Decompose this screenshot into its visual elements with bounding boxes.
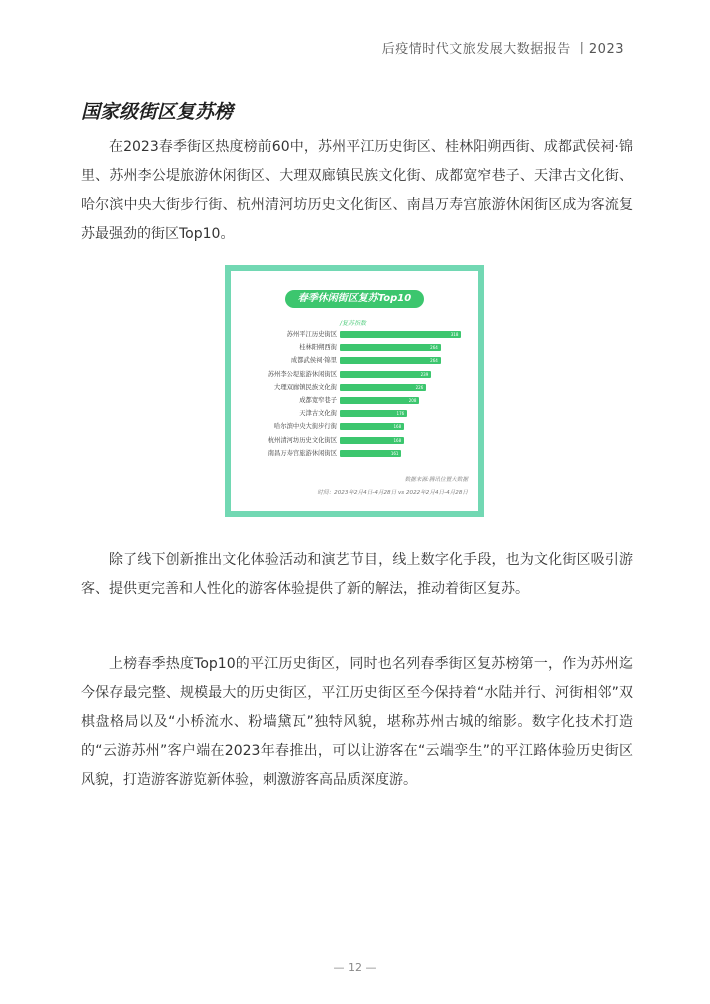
chart-value-label: /复苏指数: [340, 320, 367, 327]
chart-row: [231, 330, 478, 340]
bar-value: 176: [396, 411, 405, 417]
bar: [340, 437, 404, 444]
bar: [340, 384, 426, 391]
chart-row: [231, 422, 478, 432]
bar-value: 226: [415, 384, 424, 390]
chart-frame: [225, 265, 484, 517]
bar-label: 桂林阳朔西街: [299, 344, 337, 352]
bar-label: 南昌万寿宫旅游休闲街区: [267, 449, 337, 457]
chart-row: [231, 449, 478, 459]
chart-timeline: 时间：2023年2月4日-4月28日 vs 2022年2月4日-4月28日: [317, 490, 468, 496]
chart-card: [231, 271, 478, 511]
section-title: 国家级街区复苏榜: [81, 101, 234, 123]
paragraph-digital: 除了线下创新推出文化体验活动和演艺节目，线上数字化手段，也为文化街区吸引游客、提供更完善和人性化的游客体验提供了新的解法，推动着街区复苏。: [81, 552, 633, 597]
bar-label: 大理双廊镇民族文化街: [274, 383, 337, 391]
bar: [340, 344, 441, 351]
chart-row: [231, 370, 478, 380]
bar: [340, 397, 419, 404]
paragraph-pingjiang: 上榜春季热度Top10的平江历史街区，同时也名列春季街区复苏榜第一，作为苏州迄今保存最完整、规模最大的历史街区，平江历史街区至今保持着“水陆并行、河街相邻”双棋盘格局以及“小桥流水、粉墙黛瓦”独特风貌，堪称苏州古城的缩影。数字化技术打造的“云游苏州”客户端在2023年春推出，可以让游客在“云端孪生”的平江路体验历史街区风貌，打造游客游览新体验，刺激游客高品质深度游。: [81, 656, 633, 788]
bar: [340, 450, 401, 457]
chart-title: 春季休闲街区复苏Top10: [285, 290, 424, 308]
chart-row: [231, 356, 478, 366]
chart-source: 数据来源:腾讯位置大数据: [404, 477, 468, 483]
chart-row: [231, 409, 478, 419]
bar-label: 哈尔滨中央大街步行街: [274, 423, 337, 431]
bar-label: 成都武侯祠·锦里: [290, 357, 337, 365]
bar-value: 318: [450, 332, 459, 337]
bar-label: 杭州清河坊历史文化街区: [267, 436, 337, 444]
page-number: — 12 —: [333, 961, 377, 974]
bar: [340, 357, 441, 364]
report-header: 后疫情时代文旅发展大数据报告 丨2023: [381, 42, 624, 57]
chart-row: [231, 383, 478, 393]
bar-value: 239: [420, 371, 429, 377]
bar-value: 168: [393, 424, 402, 430]
chart-row: [231, 396, 478, 406]
bar-value: 161: [390, 450, 399, 456]
bar-label: 苏州平江历史街区: [286, 331, 337, 338]
bar: [340, 331, 461, 338]
bar: [340, 410, 407, 417]
bar-label: 苏州李公堤旅游休闲街区: [267, 370, 337, 378]
bar-value: 168: [393, 437, 402, 443]
bar-label: 天津古文化街: [299, 410, 337, 418]
chart-row: [231, 343, 478, 353]
bar: [340, 371, 431, 378]
chart-row: [231, 436, 478, 446]
bar-value: 264: [430, 345, 438, 351]
bar-label: 成都宽窄巷子: [299, 397, 337, 404]
paragraph-intro: 在2023春季街区热度榜前60中，苏州平江历史街区、桂林阳朔西街、成都武侯祠·锦里、苏州李公堤旅游休闲街区、大理双廊镇民族文化街、成都宽窄巷子、天津古文化街、哈尔滨中央大街步行街、杭州清河坊历史文化街区、南昌万寿宫旅游休闲街区成为客流复苏最强劲的街区Top10。: [81, 139, 633, 242]
bar-value: 264: [430, 358, 438, 364]
bar: [340, 423, 404, 430]
bar-value: 208: [408, 398, 417, 403]
